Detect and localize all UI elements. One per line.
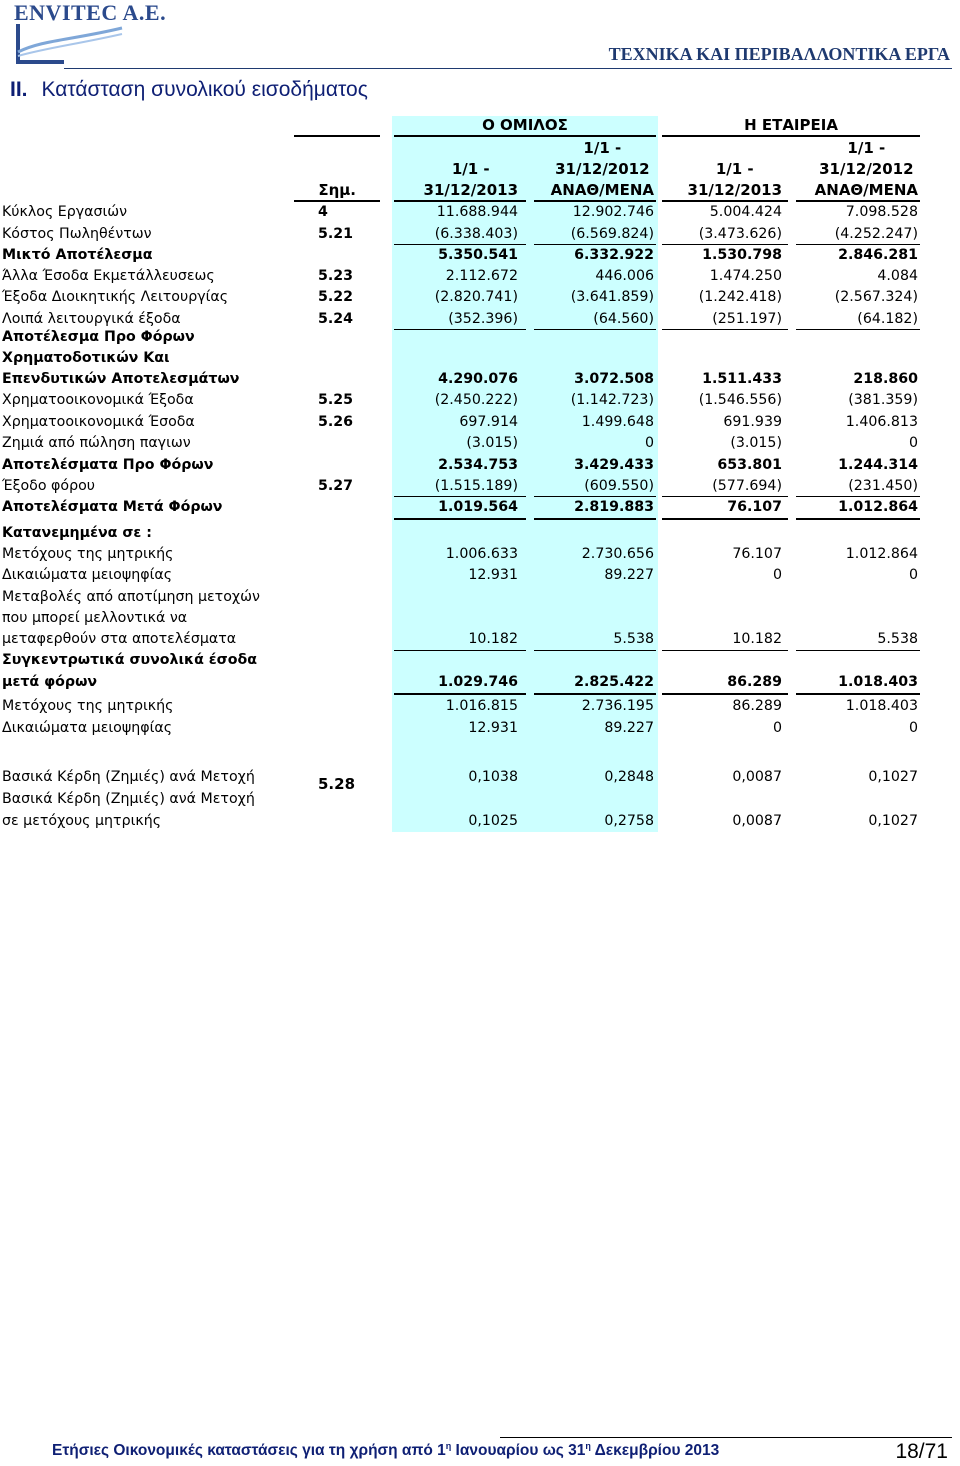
table-row: Αποτελέσματα Προ Φόρων 2.534.753 3.429.433 653.801 1.244.314 (2, 457, 918, 473)
page-number: 18/71 (895, 1440, 948, 1463)
table-row: Έξοδα Διοικητικής Λειτουργίας 5.22 (2.820.741) (3.641.859) (1.242.418) (2.567.324) (2, 289, 918, 305)
table-row: Αποτέλεσμα Προ Φόρων (2, 329, 195, 345)
col4-header-line1: 1/1 - (847, 139, 886, 157)
table-row: Αποτελέσματα Μετά Φόρων 1.019.564 2.819.883 76.107 1.012.864 (2, 499, 918, 515)
footer-text-part: Δεκεμβρίου 2013 (590, 1442, 720, 1460)
table-row: Ζημιά από πώληση παγιων (3.015) 0 (3.015) 0 (2, 435, 918, 451)
total-rule (394, 518, 526, 520)
group-header: Ο ΟΜΙΛΟΣ (482, 116, 568, 134)
table-row: Βασικά Κέρδη (Ζημιές) ανά Μετοχή 5.28 (2, 775, 356, 807)
footer-text-part: Ετήσιες Οικονομικές καταστάσεις για τη χρήση από 1 (52, 1442, 446, 1460)
table-row: Κόστος Πωληθέντων 5.21 (6.338.403) (6.569.824) (3.473.626) (4.252.247) (2, 226, 918, 242)
footer-superscript: η (585, 1441, 591, 1451)
col3-header (688, 159, 782, 201)
table-row: μεταφερθούν στα αποτελέσματα 10.182 5.538 10.182 5.538 (2, 631, 918, 647)
col2-header-line3: ΑΝΑΘ/ΜΕΝΑ (550, 181, 654, 199)
table-row: Κύκλος Εργασιών 4 11.688.944 12.902.746 5.004.424 7.098.528 (2, 204, 918, 220)
table-row: μετά φόρων 1.029.746 2.825.422 86.289 1.018.403 (2, 674, 918, 690)
header-divider (64, 68, 952, 69)
table-row: Κατανεμημένα σε : (2, 525, 152, 541)
col4-header-line3: ΑΝΑΘ/ΜΕΝΑ (814, 181, 918, 199)
table-row: Λοιπά λειτουργικά έξοδα 5.24 (352.396) (64.560) (251.197) (64.182) (2, 311, 918, 327)
table-row: Μικτό Αποτέλεσμα 5.350.541 6.332.922 1.530.798 2.846.281 (2, 247, 918, 263)
footer-text-part: Ιανουαρίου ως 31 (451, 1442, 586, 1460)
table-row: Μετόχους της μητρικής 1.006.633 2.730.656 76.107 1.012.864 (2, 546, 918, 562)
table-row: Δικαιώματα μειοψηφίας 12.931 89.227 0 0 (2, 720, 918, 736)
page-title (10, 78, 368, 102)
company-header: Η ΕΤΑΙΡΕΙΑ (744, 116, 838, 134)
table-row: Έξοδο φόρου 5.27 (1.515.189) (609.550) (577.694) (231.450) (2, 478, 918, 494)
logo-text: ENVITEC A.E. (14, 0, 167, 25)
note-column-header: Σημ. (318, 181, 356, 199)
table-row: που μπορεί μελλοντικά να (2, 610, 188, 626)
table-row: Βασικά Κέρδη (Ζημιές) ανά Μετοχή 0,1038 0,2848 0,0087 0,1027 (2, 769, 918, 785)
company-logo (8, 0, 178, 66)
col1-header-line2: 31/12/2013 (423, 181, 518, 199)
total-rule (796, 693, 920, 695)
table-row: Επενδυτικών Αποτελεσμάτων 4.290.076 3.072.508 1.511.433 218.860 (2, 371, 918, 387)
total-rule (796, 518, 920, 520)
table-row: Μετόχους της μητρικής 1.016.815 2.736.195 86.289 1.018.403 (2, 698, 918, 714)
footer-text (52, 1441, 719, 1460)
footer-divider (500, 1437, 952, 1438)
table-row: Άλλα Έσοδα Εκμετάλλευσεως 5.23 2.112.672 446.006 1.474.250 4.084 (2, 268, 918, 284)
page-title-number: ΙΙ. (10, 78, 28, 101)
col2-header (551, 138, 654, 201)
col2-header-line2: 31/12/2012 (555, 160, 650, 178)
total-rule (534, 693, 656, 695)
table-row: σε μετόχους μητρικής 0,1025 0,2758 0,0087 0,1027 (2, 813, 918, 829)
total-rule (662, 518, 788, 520)
col2-header-line1: 1/1 - (583, 139, 622, 157)
col4-header (815, 138, 918, 201)
col1-header (424, 159, 518, 201)
table-row: Δικαιώματα μειοψηφίας 12.931 89.227 0 0 (2, 567, 918, 583)
col4-header-line2: 31/12/2012 (819, 160, 914, 178)
col1-header-line1: 1/1 - (451, 160, 490, 178)
table-row: Χρηματοοικονομικά Έσοδα 5.26 697.914 1.499.648 691.939 1.406.813 (2, 414, 918, 430)
footer-superscript: η (445, 1441, 452, 1451)
company-header-top-rule (662, 135, 920, 137)
note-header-top-rule (294, 135, 380, 137)
group-header-top-rule (394, 135, 656, 137)
table-row: Χρηματοοικονομικά Έξοδα 5.25 (2.450.222) (1.142.723) (1.546.556) (381.359) (2, 392, 918, 408)
total-rule (394, 693, 526, 695)
table-row: Συγκεντρωτικά συνολικά έσοδα (2, 652, 257, 668)
page-title-text: Κατάσταση συνολικού εισοδήματος (41, 78, 368, 101)
table-row: Μεταβολές από αποτίμηση μετοχών (2, 589, 260, 605)
logo-mark-icon (12, 22, 132, 66)
table-row: Χρηματοδοτικών Και (2, 350, 170, 366)
total-rule (662, 693, 788, 695)
company-tagline: ΤΕΧΝΙΚΑ ΚΑΙ ΠΕΡΙΒΑΛΛΟΝΤΙΚΑ ΕΡΓΑ (608, 44, 950, 64)
col3-header-line2: 31/12/2013 (687, 181, 782, 199)
total-rule (534, 518, 656, 520)
col3-header-line1: 1/1 - (715, 160, 754, 178)
